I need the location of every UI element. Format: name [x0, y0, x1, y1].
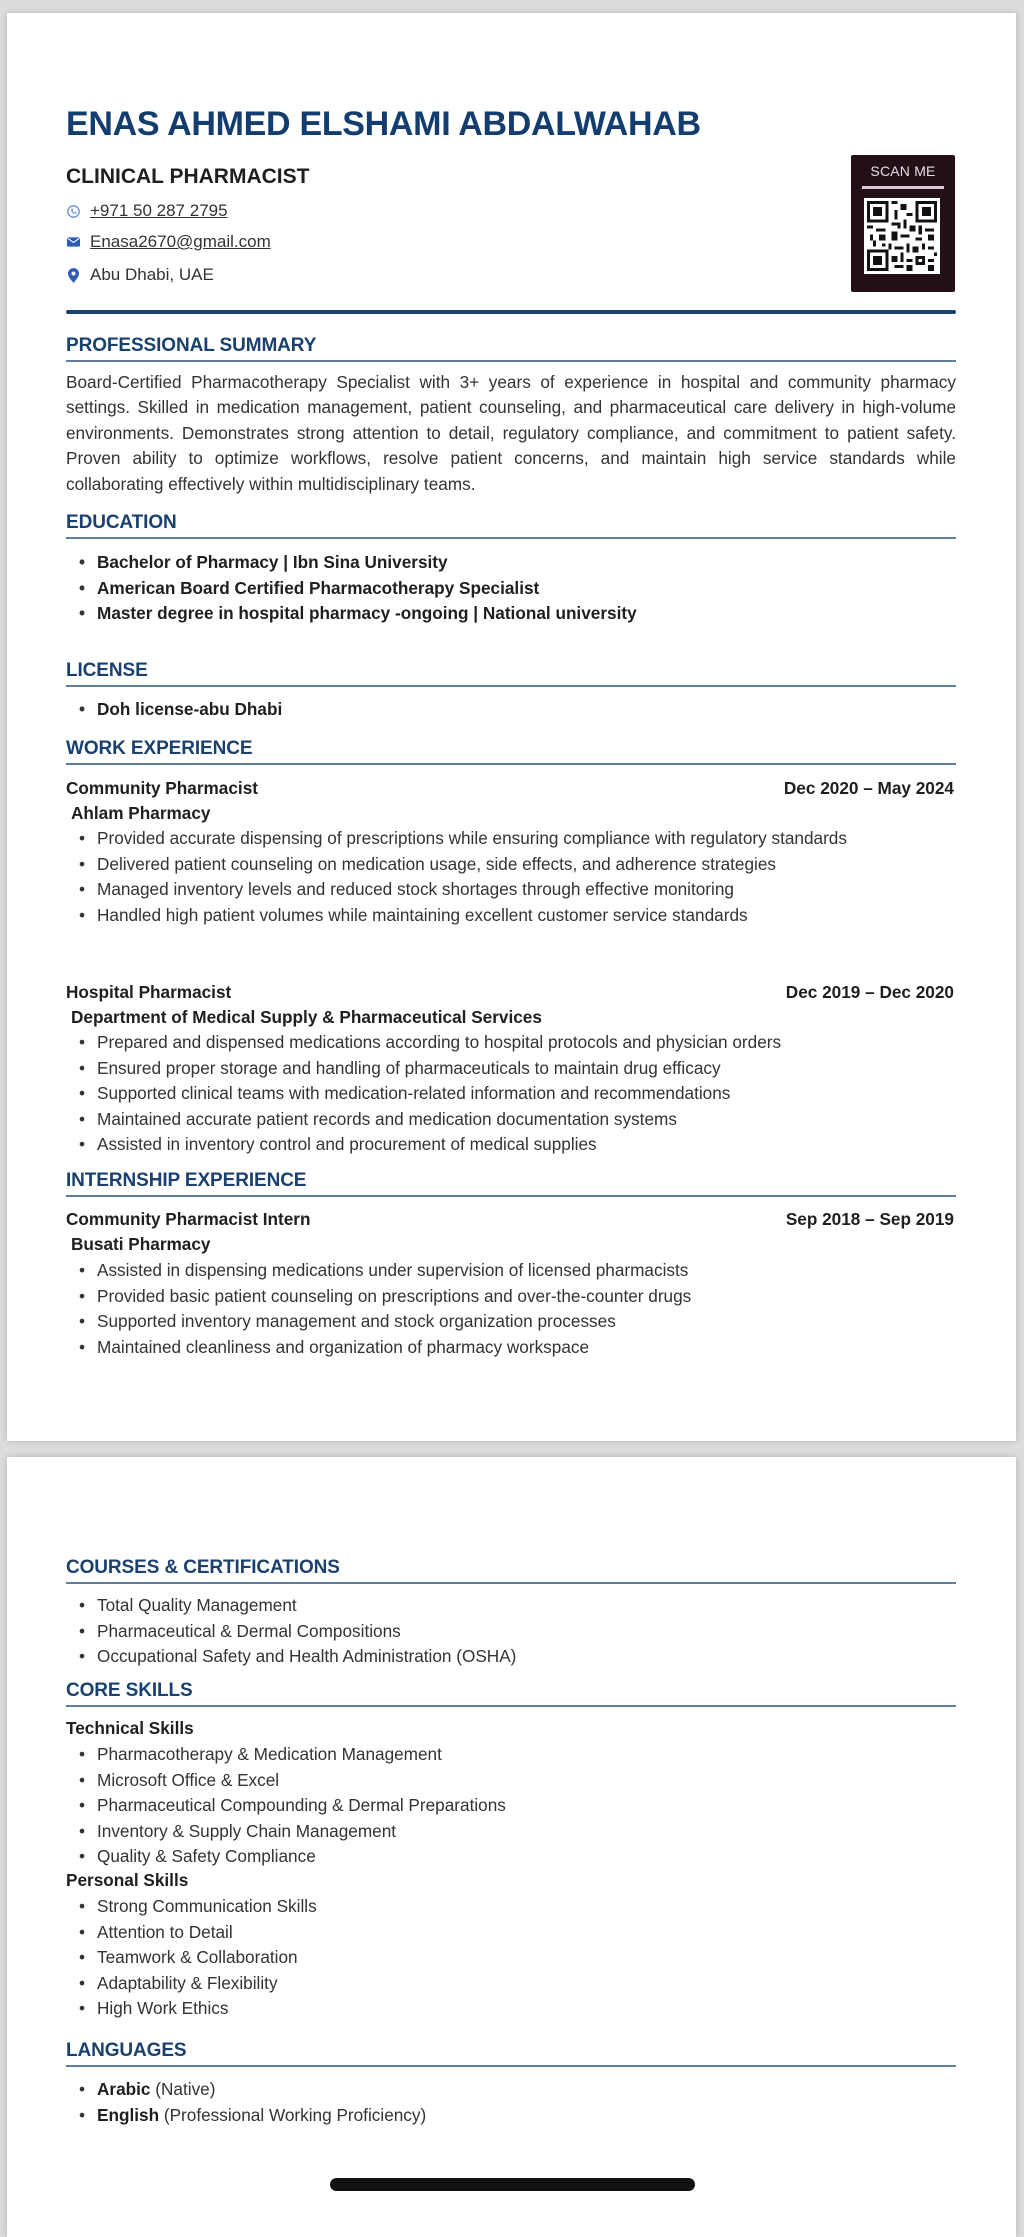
qr-code-card[interactable] — [851, 155, 955, 292]
technical-skills-label: Technical Skills — [66, 1718, 194, 1738]
internship-organization: Busati Pharmacy — [71, 1234, 211, 1254]
job-bullets — [66, 1030, 956, 1158]
resume-page-1 — [7, 13, 1016, 1441]
skill-item: • Pharmacotherapy & Medication Management — [66, 1742, 956, 1768]
job-bullet: • Handled high patient volumes while maintaining excellent customer service standards — [66, 903, 956, 929]
languages-list — [66, 2077, 956, 2128]
job-dates: Dec 2019 – Dec 2020 — [785, 982, 954, 1002]
language-level: (Native) — [155, 2079, 216, 2099]
section-heading-skills: CORE SKILLS — [66, 1680, 956, 1707]
language-name: Arabic — [97, 2079, 151, 2099]
header-divider — [66, 310, 956, 314]
job-dates: Dec 2020 – May 2024 — [783, 778, 954, 798]
education-item: • American Board Certified Pharmacotherapy Specialist — [66, 576, 956, 602]
skill-item: • Adaptability & Flexibility — [66, 1971, 956, 1997]
skill-item: • Inventory & Supply Chain Management — [66, 1819, 956, 1845]
job-bullet: • Assisted in inventory control and procurement of medical supplies — [66, 1132, 956, 1158]
qr-divider — [862, 186, 944, 189]
internship-bullets — [66, 1258, 956, 1360]
internship-dates: Sep 2018 – Sep 2019 — [785, 1209, 954, 1229]
section-heading-languages: LANGUAGES — [66, 2040, 956, 2067]
education-item: • Bachelor of Pharmacy | Ibn Sina University — [66, 550, 956, 576]
job-organization: Department of Medical Supply & Pharmaceutical Services — [71, 1007, 542, 1027]
mail-icon — [66, 235, 80, 249]
skill-item: • Microsoft Office & Excel — [66, 1768, 956, 1794]
courses-list — [66, 1593, 956, 1670]
summary-text: Board-Certified Pharmacotherapy Specialist with 3+ years of experience in hospital and community pharmacy settings. Skilled in medication management, patient counseling, and pharmaceutical care delivery in high-volume environments. Demonstrates strong attention to detail, regulatory compliance, and commitment to patient safety. Proven ability to optimize workflows, resolve patient concerns, and maintain high service standards while collaborating effectively within multidisciplinary teams. — [66, 372, 956, 494]
internship-bullet: • Maintained cleanliness and organization of pharmacy workspace — [66, 1335, 956, 1361]
qr-scan-label: SCAN ME — [870, 163, 936, 179]
personal-skills-label: Personal Skills — [66, 1870, 189, 1890]
job-bullet: • Ensured proper storage and handling of pharmaceuticals to maintain drug efficacy — [66, 1056, 956, 1082]
internship-bullet: • Provided basic patient counseling on prescriptions and over-the-counter drugs — [66, 1284, 956, 1310]
phone-link[interactable]: +971 50 287 2795 — [90, 201, 228, 220]
job-bullet: • Prepared and dispensed medications according to hospital protocols and physician orders — [66, 1030, 956, 1056]
contact-email[interactable] — [66, 232, 271, 252]
skill-item: • High Work Ethics — [66, 1996, 956, 2022]
internship-role: Community Pharmacist Intern — [66, 1209, 311, 1229]
resume-page-2 — [7, 1457, 1016, 2237]
job-title: CLINICAL PHARMACIST — [66, 165, 310, 188]
language-item — [66, 2103, 956, 2129]
education-item: • Master degree in hospital pharmacy -ongoing | National university — [66, 601, 956, 627]
skill-item: • Quality & Safety Compliance — [66, 1844, 956, 1870]
job-bullet: • Delivered patient counseling on medication usage, side effects, and adherence strategies — [66, 852, 956, 878]
personal-skills-list — [66, 1894, 956, 2022]
phone-icon — [66, 204, 80, 218]
course-item: • Pharmaceutical & Dermal Compositions — [66, 1619, 956, 1645]
job-organization: Ahlam Pharmacy — [71, 803, 211, 823]
qr-code-icon — [864, 198, 940, 274]
section-heading-education: EDUCATION — [66, 512, 956, 539]
skill-item: • Pharmaceutical Compounding & Dermal Preparations — [66, 1793, 956, 1819]
section-heading-summary: PROFESSIONAL SUMMARY — [66, 335, 956, 362]
section-heading-work: WORK EXPERIENCE — [66, 738, 956, 765]
internship-bullet: • Supported inventory management and stock organization processes — [66, 1309, 956, 1335]
license-list — [66, 697, 956, 723]
location-pin-icon — [66, 268, 80, 282]
job-header — [66, 982, 954, 1003]
section-heading-license: LICENSE — [66, 660, 956, 687]
license-item: • Doh license-abu Dhabi — [66, 697, 956, 723]
language-level: (Professional Working Proficiency) — [163, 2104, 427, 2125]
course-item: • Total Quality Management — [66, 1593, 956, 1619]
skill-item: • Teamwork & Collaboration — [66, 1945, 956, 1971]
language-name: English — [97, 2104, 160, 2125]
email-link[interactable]: Enasa2670@gmail.com — [90, 232, 271, 251]
job-bullet: • Managed inventory levels and reduced stock shortages through effective monitoring — [66, 877, 956, 903]
contact-location — [66, 265, 214, 285]
home-indicator-bar[interactable] — [330, 2178, 695, 2191]
skill-item: • Strong Communication Skills — [66, 1894, 956, 1920]
job-bullet: • Supported clinical teams with medication-related information and recommendations — [66, 1081, 956, 1107]
course-item: • Occupational Safety and Health Administration (OSHA) — [66, 1644, 956, 1670]
language-item — [66, 2077, 956, 2103]
job-role: Community Pharmacist — [66, 778, 258, 798]
skill-item: • Attention to Detail — [66, 1920, 956, 1946]
candidate-name: ENAS AHMED ELSHAMI ABDALWAHAB — [66, 105, 701, 143]
job-bullet: • Maintained accurate patient records and medication documentation systems — [66, 1107, 956, 1133]
job-header — [66, 778, 954, 799]
location-text: Abu Dhabi, UAE — [90, 265, 214, 284]
job-bullets — [66, 826, 956, 928]
section-heading-internship: INTERNSHIP EXPERIENCE — [66, 1170, 956, 1197]
internship-bullet: • Assisted in dispensing medications under supervision of licensed pharmacists — [66, 1258, 956, 1284]
section-heading-courses: COURSES & CERTIFICATIONS — [66, 1557, 956, 1584]
job-role: Hospital Pharmacist — [66, 982, 232, 1002]
internship-header — [66, 1209, 954, 1230]
contact-phone[interactable] — [66, 201, 228, 221]
education-list — [66, 550, 956, 627]
job-bullet: • Provided accurate dispensing of prescriptions while ensuring compliance with regulatory standards — [66, 826, 956, 852]
technical-skills-list — [66, 1742, 956, 1870]
